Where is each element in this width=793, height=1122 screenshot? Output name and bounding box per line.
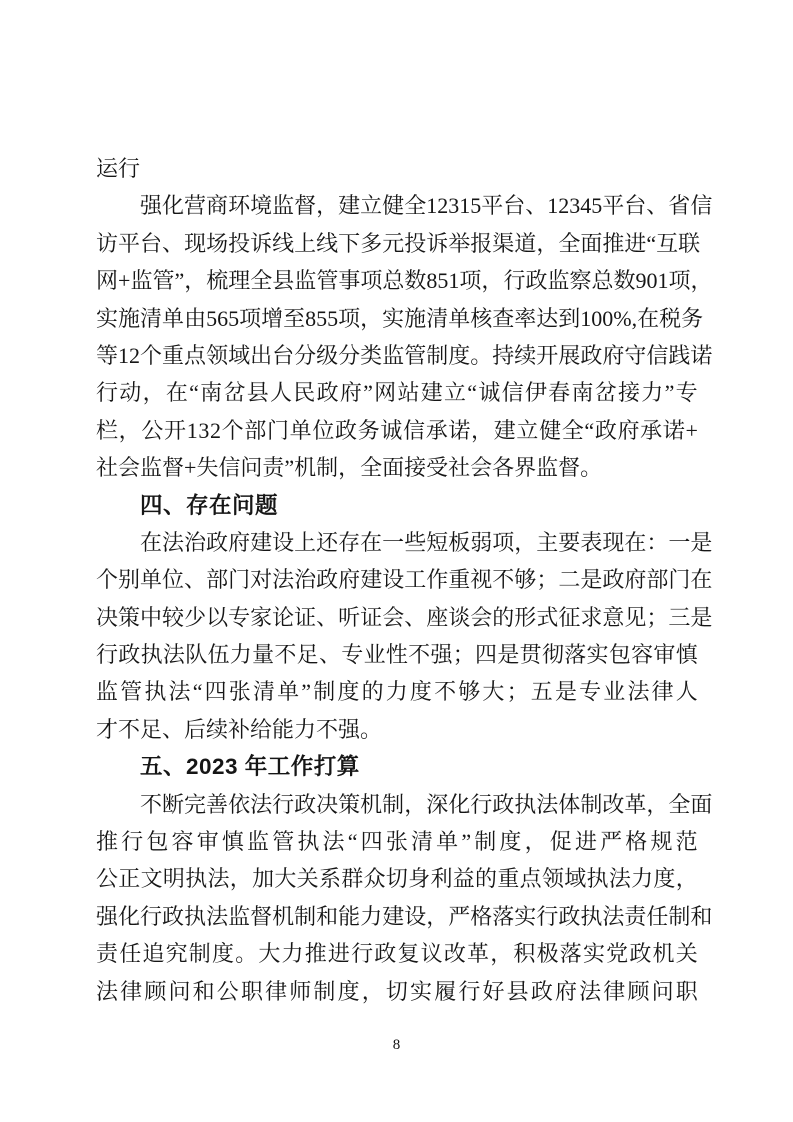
text-line: 公 正 文 明 执 法 ， 加 大 关 系 群 众 切 身 利 益 的 重 点 领 域 执 法 力 度 ， [96, 866, 698, 892]
text-line: 行 政 执 法 队 伍 力 量 不 足 、 专 业 性 不 强 ； 四 是 贯 彻 落 实 包 容 审 慎 [96, 642, 698, 668]
carryover-text-line: 运行 [96, 156, 141, 181]
text-line: 个 别 单 位 、 部 门 对 法 治 政 府 建 设 工 作 重 视 不 够 ； 二 是 政 府 部 门 在 [96, 567, 713, 593]
section-heading-problems: 四、存在问题 [140, 492, 279, 518]
section-heading-2023-plans: 五、2023 年工作打算 [140, 754, 360, 780]
text-line: 监 管 执 法 “ 四 张 清 单 ” 制 度 的 力 度 不 够 大 ； 五 是 专 业 法 律 人 [96, 679, 698, 705]
text-line: 才不足、后续补给能力不强。 [96, 716, 383, 742]
text-line: 不 断 完 善 依 法 行 政 决 策 机 制 ， 深 化 行 政 执 法 体 制 改 革 ， 全 面 [140, 791, 713, 817]
text-line: 行 动 ， 在 “ 南 岔 县 人 民 政 府 ” 网 站 建 立 “ 诚 信 伊 春 南 岔 接 力 ” 专 [96, 380, 698, 406]
text-line: 栏 ， 公 开 1 3 2 个 部 门 单 位 政 务 诚 信 承 诺 ， 建 立 健 全 “ 政 府 承 诺 + [96, 417, 698, 443]
text-line: 决 策 中 较 少 以 专 家 论 证 、 听 证 会 、 座 谈 会 的 形 式 征 求 意 见 ； 三 是 [96, 604, 713, 630]
text-line: 网 + 监 管 ” ， 梳 理 全 县 监 管 事 项 总 数 8 5 1 项 ， 行 政 监 察 总 数 9 0 1 项 ， [96, 268, 713, 294]
text-line: 社会监督+失信问责”机制，全面接受社会各界监督。 [96, 455, 603, 481]
text-line: 实 施 清 单 由 5 6 5 项 增 至 8 5 5 项 ， 实 施 清 单 核 查 率 达 到 1 0 0 % , 在 税 务 [96, 305, 704, 331]
text-line: 在 法 治 政 府 建 设 上 还 存 在 一 些 短 板 弱 项 ， 主 要 表 现 在 ： 一 是 [140, 529, 713, 555]
text-line: 法 律 顾 问 和 公 职 律 师 制 度 ， 切 实 履 行 好 县 政 府 法 律 顾 问 职 [96, 978, 698, 1004]
text-line: 责 任 追 究 制 度 。 大 力 推 进 行 政 复 议 改 革 ， 积 极 落 实 党 政 机 关 [96, 941, 698, 967]
text-line: 等 1 2 个 重 点 领 域 出 台 分 级 分 类 监 管 制 度 。 持 续 开 展 政 府 守 信 践 诺 [96, 342, 713, 368]
page-number: 8 [392, 1037, 401, 1053]
text-block [96, 150, 713, 1010]
text-line: 强 化 行 政 执 法 监 督 机 制 和 能 力 建 设 ， 严 格 落 实 行 政 执 法 责 任 制 和 [96, 903, 713, 929]
text-line: 访 平 台 、 现 场 投 诉 线 上 线 下 多 元 投 诉 举 报 渠 道 ， 全 面 推 进 “ 互 联 [96, 230, 701, 256]
text-line: 强 化 营 商 环 境 监 督 ， 建 立 健 全 1 2 3 1 5 平 台 、 1 2 3 4 5 平 台 、 省 信 [140, 193, 713, 219]
text-line: 推 行 包 容 审 慎 监 管 执 法 “ 四 张 清 单 ” 制 度 ， 促 进 严 格 规 范 [96, 829, 698, 855]
